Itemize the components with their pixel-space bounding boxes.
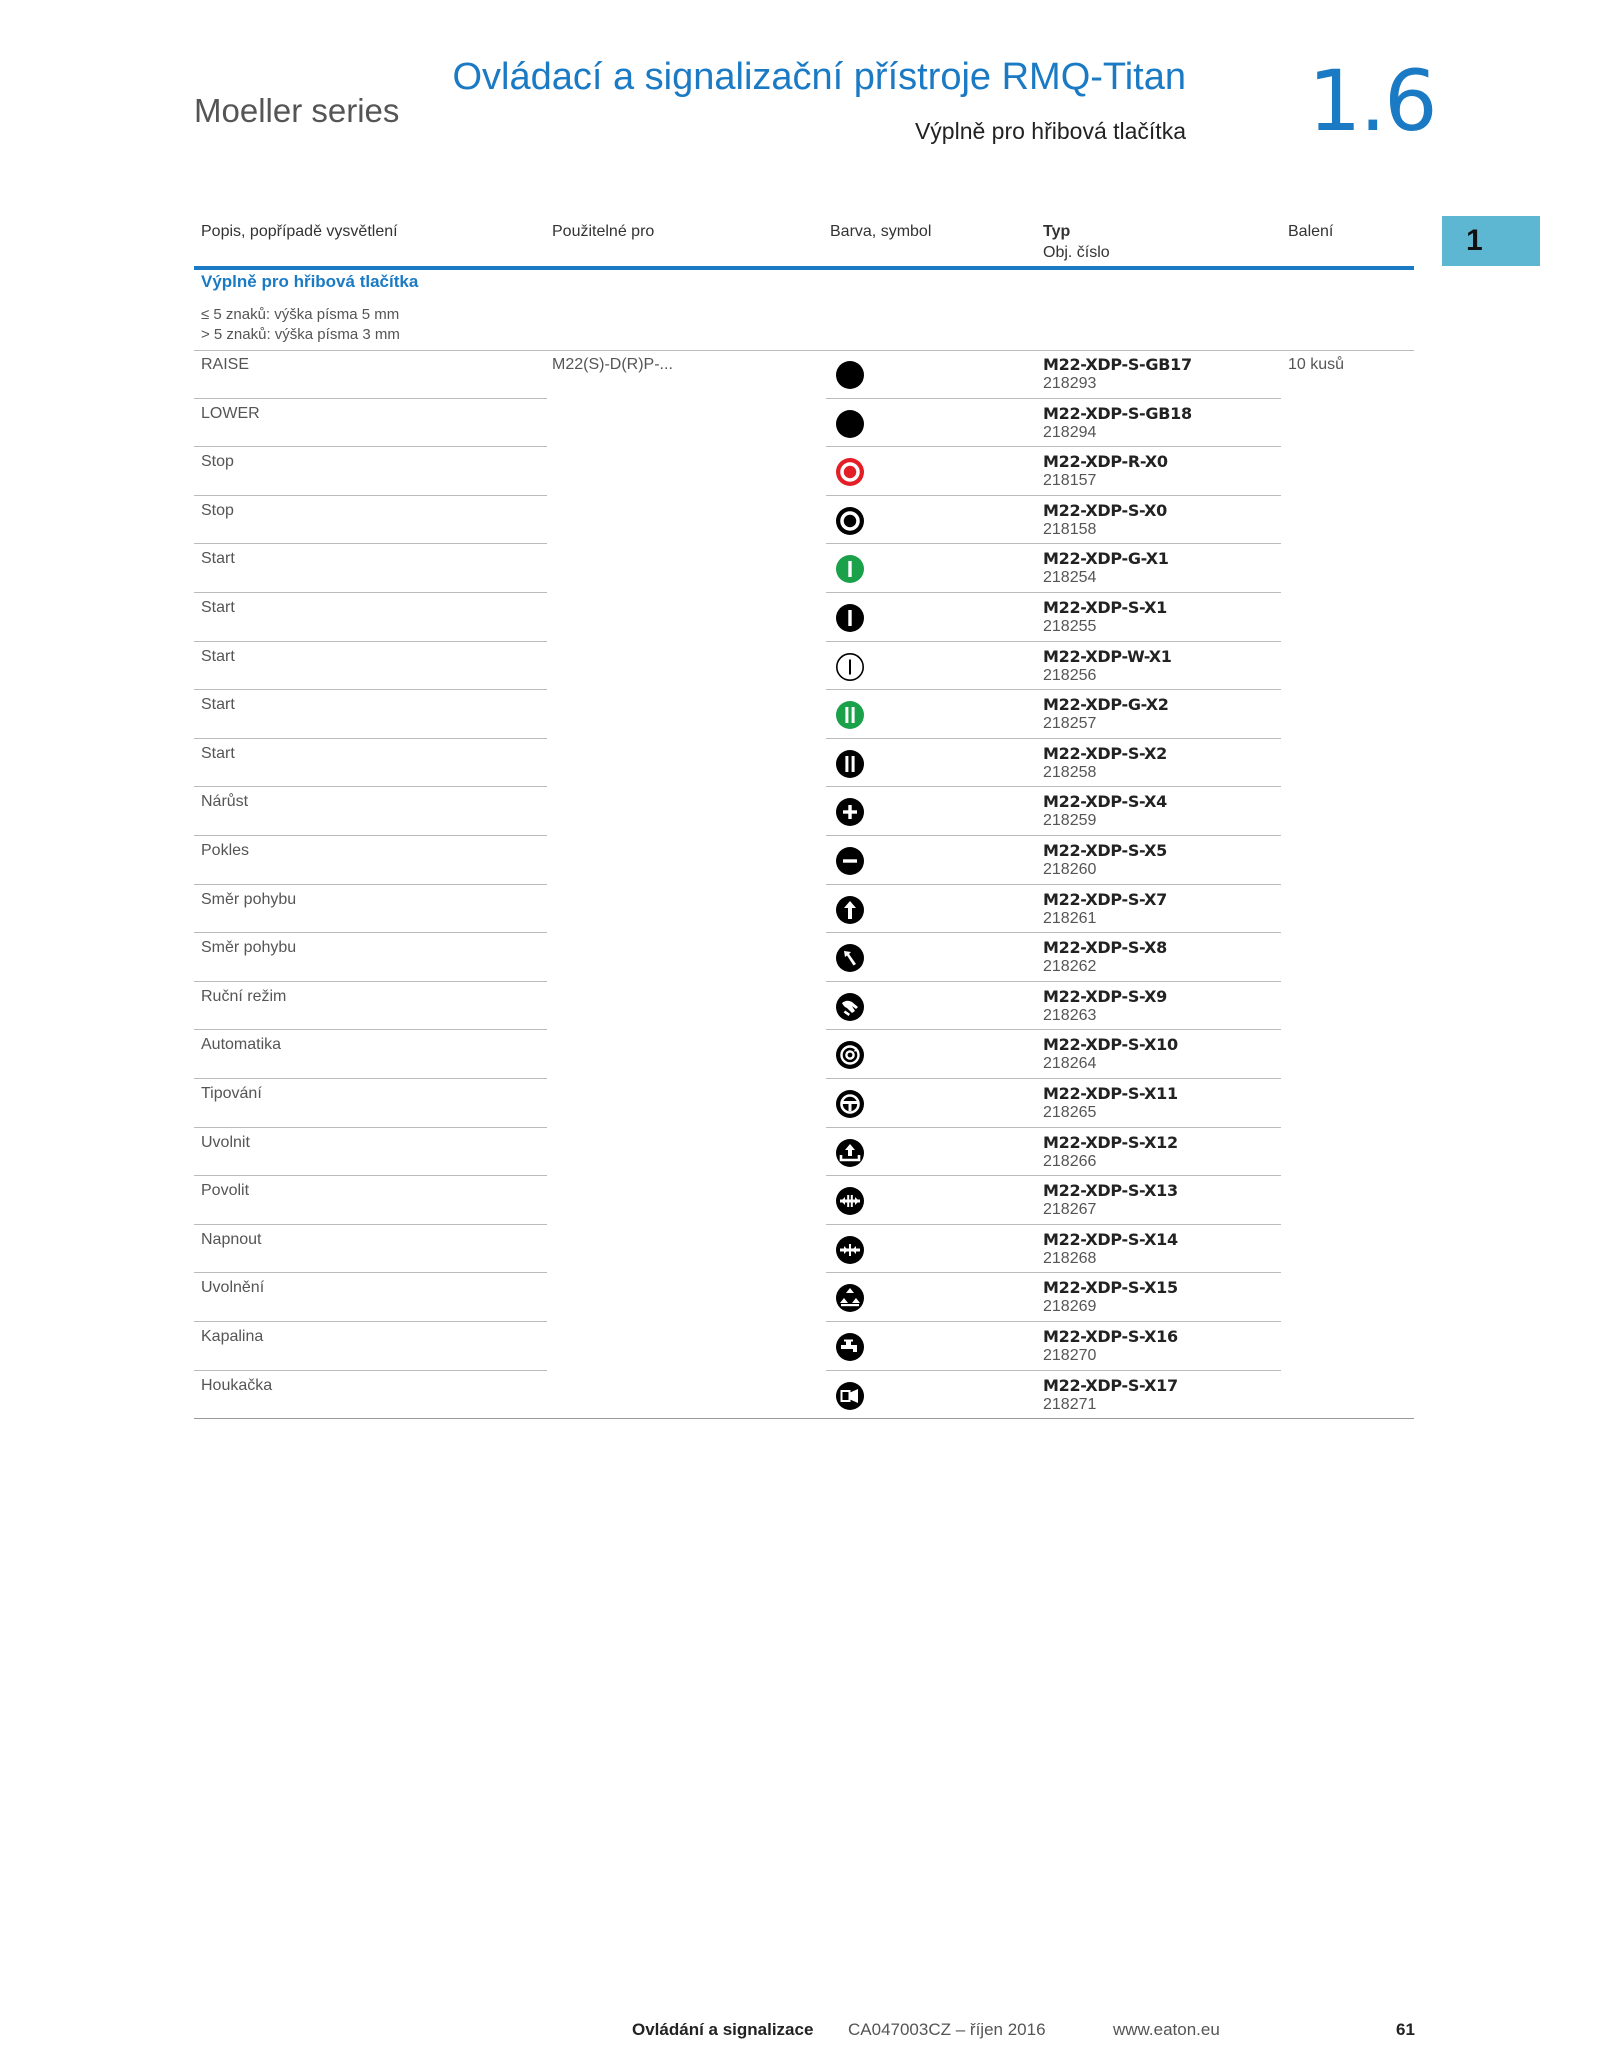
row-order-number: 218157 [1043,472,1097,490]
table-row [0,1225,1600,1274]
table-header [194,216,1414,270]
row-description: Povolit [201,1182,250,1200]
table-row [0,1273,1600,1322]
bar-black-icon [835,603,865,633]
row-type: M22-XDP-S-GB18 [1043,403,1192,423]
page-title: Ovládací a signalizační přístroje RMQ-Titan [452,56,1186,98]
tighten-icon [835,1235,865,1265]
bar-white-icon [835,652,865,682]
footer-website[interactable]: www.eaton.eu [1113,2020,1220,2039]
row-description: RAISE [201,356,250,373]
table-row [0,1128,1600,1177]
table-row [0,933,1600,982]
automatic-icon [835,1040,865,1070]
row-order-number: 218267 [1043,1201,1097,1219]
row-type: M22-XDP-S-X1 [1043,598,1167,617]
table-row [0,1371,1600,1420]
bar-green-icon [835,554,865,584]
row-type: M22-XDP-S-X10 [1043,1035,1178,1055]
row-order-number: 218254 [1043,569,1097,587]
row-usage: M22(S)-D(R)P-... [552,356,673,373]
row-description: Uvolnění [201,1279,265,1297]
row-order-number: 218269 [1043,1298,1097,1316]
row-type: M22-XDP-S-X5 [1043,841,1167,860]
row-description: Uvolnit [201,1133,250,1151]
table-bottom-rule [194,1418,1414,1419]
series-label: Moeller series [194,92,400,129]
row-order-number: 218264 [1043,1055,1097,1073]
row-type: M22-XDP-S-X7 [1043,889,1167,909]
table-row [0,544,1600,593]
footer-catalog: CA047003CZ – říjen 2016 [848,2020,1046,2039]
table-row [0,690,1600,739]
row-order-number: 218257 [1043,715,1097,733]
row-order-number: 218268 [1043,1249,1097,1267]
row-type: M22-XDP-S-X12 [1043,1132,1178,1152]
unclamp-icon [835,1283,865,1313]
table-row [0,1079,1600,1128]
row-description: Start [201,744,235,762]
row-description: Směr pohybu [201,890,297,908]
page-number: 61 [1396,2020,1415,2039]
column-header-usage: Použitelné pro [552,223,655,240]
column-header-color: Barva, symbol [830,223,932,240]
table-row [0,593,1600,642]
jog-icon [835,1089,865,1119]
table-row [0,1322,1600,1371]
row-description: Stop [201,453,234,471]
table-row [0,642,1600,691]
section-note: ≤ 5 znaků: výška písma 5 mm [201,306,400,323]
row-description: Start [201,647,235,665]
row-description: Tipování [201,1085,262,1102]
row-order-number: 218263 [1043,1006,1097,1024]
section-note: > 5 znaků: výška písma 3 mm [201,326,400,343]
row-description: Start [201,696,235,714]
row-order-number: 218293 [1043,375,1097,392]
column-header-order: Obj. číslo [1043,244,1110,261]
table-row [0,982,1600,1031]
plus-icon [835,797,865,827]
row-order-number: 218271 [1043,1395,1097,1413]
row-order-number: 218255 [1043,618,1097,635]
column-header-desc: Popis, popřípadě vysvětlení [201,223,398,240]
section-title: Výplně pro hřibová tlačítka [201,272,419,291]
hand-icon [835,992,865,1022]
row-type: M22-XDP-S-X2 [1043,743,1167,763]
minus-icon [835,846,865,876]
row-packaging: 10 kusů [1288,356,1345,373]
row-order-number: 218261 [1043,909,1097,927]
row-type: M22-XDP-W-X1 [1043,646,1172,666]
horn-icon [835,1381,865,1411]
row-description: Napnout [201,1230,262,1248]
double-bar-green-icon [835,700,865,730]
arrow-up-icon [835,895,865,925]
chapter-number: 1.6 [1308,52,1436,150]
table-row [0,739,1600,788]
row-type: M22-XDP-S-X8 [1043,938,1167,958]
row-description: Pokles [201,842,250,859]
table-row [0,1030,1600,1079]
row-type: M22-XDP-S-GB17 [1043,355,1192,374]
row-description: Start [201,550,235,568]
row-type: M22-XDP-S-X4 [1043,792,1167,812]
row-description: Ruční režim [201,987,287,1005]
dot-black-icon [835,360,865,390]
table-row [0,399,1600,448]
row-type: M22-XDP-S-X9 [1043,986,1167,1006]
row-order-number: 218158 [1043,520,1097,538]
ring-red-icon [835,457,865,487]
row-description: Houkačka [201,1376,273,1394]
column-header-type: Typ [1043,223,1071,240]
row-order-number: 218270 [1043,1347,1097,1364]
row-order-number: 218294 [1043,423,1097,441]
row-type: M22-XDP-S-X14 [1043,1229,1178,1249]
row-order-number: 218256 [1043,666,1097,684]
row-description: Stop [201,501,234,519]
row-order-number: 218258 [1043,763,1097,781]
page-subtitle: Výplně pro hřibová tlačítka [914,118,1186,144]
table-row [0,885,1600,934]
row-type: M22-XDP-G-X1 [1043,549,1169,569]
row-type: M22-XDP-S-X16 [1043,1327,1178,1346]
row-type: M22-XDP-S-X11 [1043,1084,1178,1103]
footer-section: Ovládání a signalizace [632,2020,814,2039]
loosen-icon [835,1186,865,1216]
row-description: Start [201,599,235,616]
chapter-tab[interactable]: 1 [1442,216,1540,266]
row-type: M22-XDP-R-X0 [1043,452,1168,472]
row-description: Automatika [201,1036,282,1054]
liquid-icon [835,1332,865,1362]
dot-black-icon [835,409,865,439]
row-description: LOWER [201,404,260,422]
release-icon [835,1138,865,1168]
ring-black-icon [835,506,865,536]
table-row [0,836,1600,885]
row-type: M22-XDP-S-X15 [1043,1278,1178,1298]
table-row [0,496,1600,545]
table-row [0,787,1600,836]
table-row [0,447,1600,496]
row-order-number: 218266 [1043,1152,1097,1170]
row-type: M22-XDP-G-X2 [1043,695,1169,715]
arrow-diagonal-icon [835,943,865,973]
double-bar-black-icon [835,749,865,779]
row-order-number: 218260 [1043,861,1097,878]
row-order-number: 218262 [1043,958,1097,976]
row-order-number: 218265 [1043,1104,1097,1121]
table-row [0,1176,1600,1225]
row-type: M22-XDP-S-X0 [1043,500,1167,520]
row-description: Nárůst [201,793,249,811]
table-row [0,350,1600,399]
row-order-number: 218259 [1043,812,1097,830]
row-type: M22-XDP-S-X17 [1043,1375,1178,1395]
row-description: Směr pohybu [201,939,297,957]
row-type: M22-XDP-S-X13 [1043,1181,1178,1201]
row-description: Kapalina [201,1328,264,1345]
column-header-pack: Balení [1288,223,1334,240]
